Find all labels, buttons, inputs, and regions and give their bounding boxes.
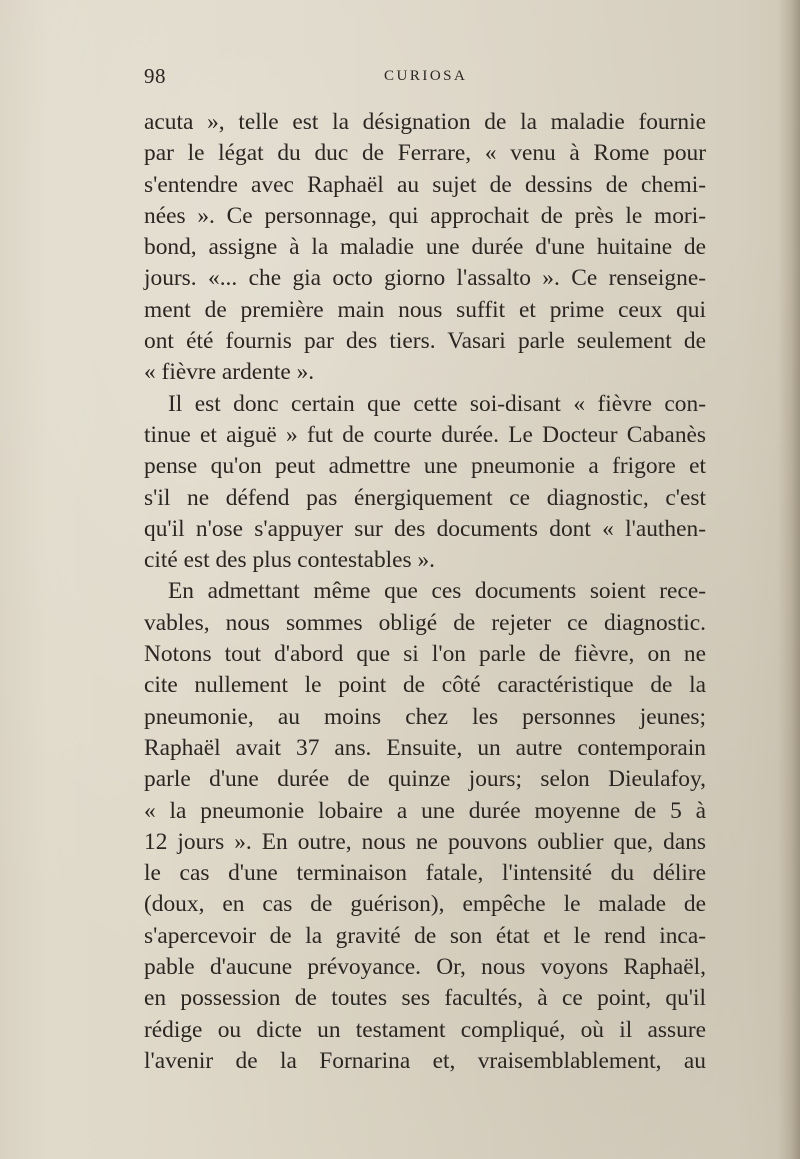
paragraph-start-line: Il est donc certain que cette soi-disant « fièvre con- — [168, 390, 706, 417]
text-line: pense qu'on peut admettre une pneumonie a frigore et — [144, 453, 706, 480]
text-line: « la pneumonie lobaire a une durée moyenne de 5 à — [144, 797, 706, 824]
text-line: (doux, en cas de guérison), empêche le malade de — [144, 891, 706, 918]
text-line: 12 jours ». En outre, nous ne pouvons oublier que, dans — [144, 828, 706, 855]
text-line: nées ». Ce personnage, qui approchait de près le mori- — [144, 202, 706, 229]
text-line: ont été fournis par des tiers. Vasari parle seulement de — [144, 328, 706, 355]
page-number: 98 — [144, 64, 166, 88]
text-line: bond, assigne à la maladie une durée d'une huitaine de — [144, 234, 706, 261]
text-line: « fièvre ardente ». — [144, 359, 315, 386]
text-line: vables, nous sommes obligé de rejeter ce diagnostic. — [144, 609, 706, 636]
text-line: Raphaël avait 37 ans. Ensuite, un autre contemporain — [144, 734, 706, 761]
text-line: pneumonie, au moins chez les personnes jeunes; — [144, 703, 706, 730]
text-line: par le légat du duc de Ferrare, « venu à Rome pour — [144, 140, 706, 167]
text-line: acuta », telle est la désignation de la maladie fournie — [144, 109, 706, 135]
text-line: Notons tout d'abord que si l'on parle de fièvre, on ne — [144, 641, 706, 668]
text-line: s'apercevoir de la gravité de son état et le rend inca- — [144, 922, 706, 949]
text-line: le cas d'une terminaison fatale, l'intensité du délire — [144, 860, 706, 887]
text-line: parle d'une durée de quinze jours; selon Dieulafoy, — [144, 766, 706, 793]
text-line: pable d'aucune prévoyance. Or, nous voyons Raphaël, — [144, 954, 706, 981]
text-line: ment de première main nous suffit et prime ceux qui — [144, 296, 706, 323]
text-line: rédige ou dicte un testament compliqué, où il assure — [144, 1016, 706, 1043]
running-title: CURIOSA — [384, 68, 468, 84]
text-line: s'il ne défend pas énergiquement ce diagnostic, c'est — [144, 484, 706, 511]
text-line: l'avenir de la Fornarina et, vraisemblablement, au — [144, 1047, 706, 1074]
text-line: tinue et aiguë » fut de courte durée. Le Docteur Cabanès — [144, 421, 706, 448]
text-line: s'entendre avec Raphaël au sujet de dessins de chemi- — [144, 171, 706, 198]
page-edge-shadow — [778, 0, 800, 1159]
page-header — [144, 64, 706, 94]
text-line: en possession de toutes ses facultés, à ce point, qu'il — [144, 985, 706, 1012]
text-line: jours. «... che gia octo giorno l'assalto ». Ce renseigne- — [144, 265, 706, 292]
paragraph-start-line: En admettant même que ces documents soient rece- — [168, 578, 706, 605]
text-line: qu'il n'ose s'appuyer sur des documents dont « l'authen- — [144, 515, 706, 542]
body-text — [144, 107, 706, 1077]
text-line: cite nullement le point de côté caractéristique de la — [144, 672, 706, 699]
text-line: cité est des plus contestables ». — [144, 547, 436, 574]
